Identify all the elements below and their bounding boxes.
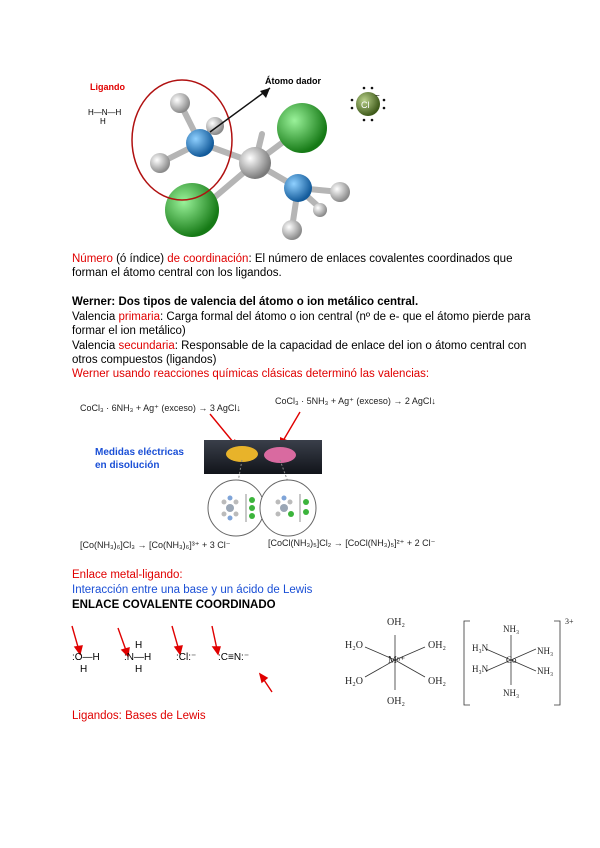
ammine-h3n-left-top: H₃N	[472, 643, 489, 653]
coordination-definition: : El número de enlaces covalentes coordinados que forman el átomo central con los ligandos.	[72, 253, 513, 279]
ammine-nh3-bottom: NH₃	[503, 688, 520, 698]
secondary-prefix: Valencia	[72, 340, 119, 352]
ammine-h3n-left-bottom: H₃N	[472, 664, 489, 674]
hydrate-h2o-left-top: H₂O	[345, 640, 363, 651]
ammonia-nh: :N—H	[124, 652, 152, 663]
solution-view-left	[208, 480, 264, 536]
term-coordinacion: de coordinación	[167, 253, 249, 265]
lewis-cyanide: :C≡N:⁻	[218, 652, 250, 663]
chlorine-atom	[277, 103, 327, 153]
measurement-label	[95, 446, 184, 472]
ammine-nh3-right-top: NH₃	[537, 646, 554, 656]
hydrate-metal: Mⁿ⁺	[388, 655, 406, 666]
donor-arrow	[210, 88, 270, 132]
experiment-svg	[200, 410, 430, 540]
term-primaria: primaria	[118, 311, 161, 323]
bracket-left	[464, 621, 470, 705]
figure-complex-molecule	[80, 68, 410, 250]
hydrate-oh2-bottom: OH₂	[387, 696, 405, 707]
ammine-charge: 3+	[565, 617, 574, 626]
ammine-cobalt: Co	[506, 655, 517, 665]
ammonia-h-bottom2: H	[135, 664, 143, 675]
text-indice: (ó índice)	[112, 253, 168, 265]
term-secundaria: secundaria	[118, 340, 175, 352]
water-h-bottom: H	[80, 664, 88, 675]
werner-reactions-note: Werner usando reacciones químicas clásicas determinó las valencias:	[72, 368, 430, 380]
secondary-definition: : Responsable de la capacidad de enlace del ion o átomo central con otros compuestos (ligandos)	[72, 340, 527, 366]
nitrogen-donor-atom	[186, 129, 214, 157]
hydrogen-atom	[313, 203, 327, 217]
primary-prefix: Valencia	[72, 311, 119, 323]
ligand-label: Ligando	[90, 82, 125, 92]
chloride-charge: −	[375, 91, 380, 100]
nitrogen-atom	[284, 174, 312, 202]
water-oh: :O—H	[72, 652, 100, 663]
werner-title: Werner: Dos tipos de valencia del átomo o ion metálico central.	[72, 296, 419, 308]
ammine-nh3-top: NH₃	[503, 624, 520, 634]
ammonia-h-top: H	[135, 640, 143, 651]
molecule-svg	[80, 68, 410, 250]
hydrate-oh2-right-top: OH₂	[428, 640, 446, 651]
ammonia-h-bottom: H	[100, 117, 106, 126]
hydrogen-atom	[330, 182, 350, 202]
cobalt-atom	[239, 147, 271, 179]
hydrogen-atom	[170, 93, 190, 113]
bracket-right	[554, 621, 560, 705]
donor-atom-label: Átomo dador	[265, 76, 321, 86]
lewis-chloride: :Cl:⁻	[176, 652, 197, 663]
hydrogen-atom	[150, 153, 170, 173]
term-numero: Número	[72, 253, 113, 265]
hydrate-h2o-left-bottom: H₂O	[345, 676, 363, 687]
lewis-ammonia	[124, 640, 151, 676]
ligands-note: Ligandos: Bases de Lewis	[72, 710, 206, 722]
bond-heading: ENLACE COVALENTE COORDINADO	[72, 599, 276, 611]
primary-definition: : Carga formal del átomo o ion central (nº de e- que el átomo pierde para formar el ion metálico)	[72, 311, 531, 337]
chlorine-atom	[165, 183, 219, 237]
dissociation-right: [CoCl(NH₃)₅]Cl₂ → [CoCl(NH₃)₅]²⁺ + 2 Cl⁻	[268, 538, 436, 548]
primary-valence-paragraph	[72, 310, 532, 338]
secondary-valence-paragraph	[72, 339, 532, 367]
hydrogen-atom	[282, 220, 302, 240]
ammine-nh3-right-bottom: NH₃	[537, 666, 554, 676]
coordination-paragraph	[72, 252, 532, 280]
ammonia-formula: H—N—H	[88, 108, 122, 117]
bond-title: Enlace metal-ligando:	[72, 569, 183, 581]
bench-surface	[204, 440, 322, 474]
dissociation-left: [Co(NH₃)₆]Cl₃ → [Co(NH₃)₆]³⁺ + 3 Cl⁻	[80, 540, 231, 550]
lewis-water	[72, 652, 100, 676]
hydrate-oh2-right-bottom: OH₂	[428, 676, 446, 687]
chloride-symbol: Cl	[361, 100, 370, 110]
donor-arrowhead	[260, 88, 270, 98]
bond-subtitle: Interacción entre una base y un ácido de Lewis	[72, 584, 313, 596]
equation-right: CoCl₃ · 5NH₃ + Ag⁺ (exceso) → 2 AgCl↓	[275, 396, 436, 406]
hydrate-oh2-top: OH₂	[387, 617, 405, 628]
measurement-line-1: Medidas eléctricas	[95, 447, 184, 458]
measurement-line-2: en disolución	[95, 460, 160, 471]
yellow-precipitate	[226, 446, 258, 462]
equation-left: CoCl₃ · 6NH₃ + Ag⁺ (exceso) → 3 AgCl↓	[80, 403, 241, 413]
